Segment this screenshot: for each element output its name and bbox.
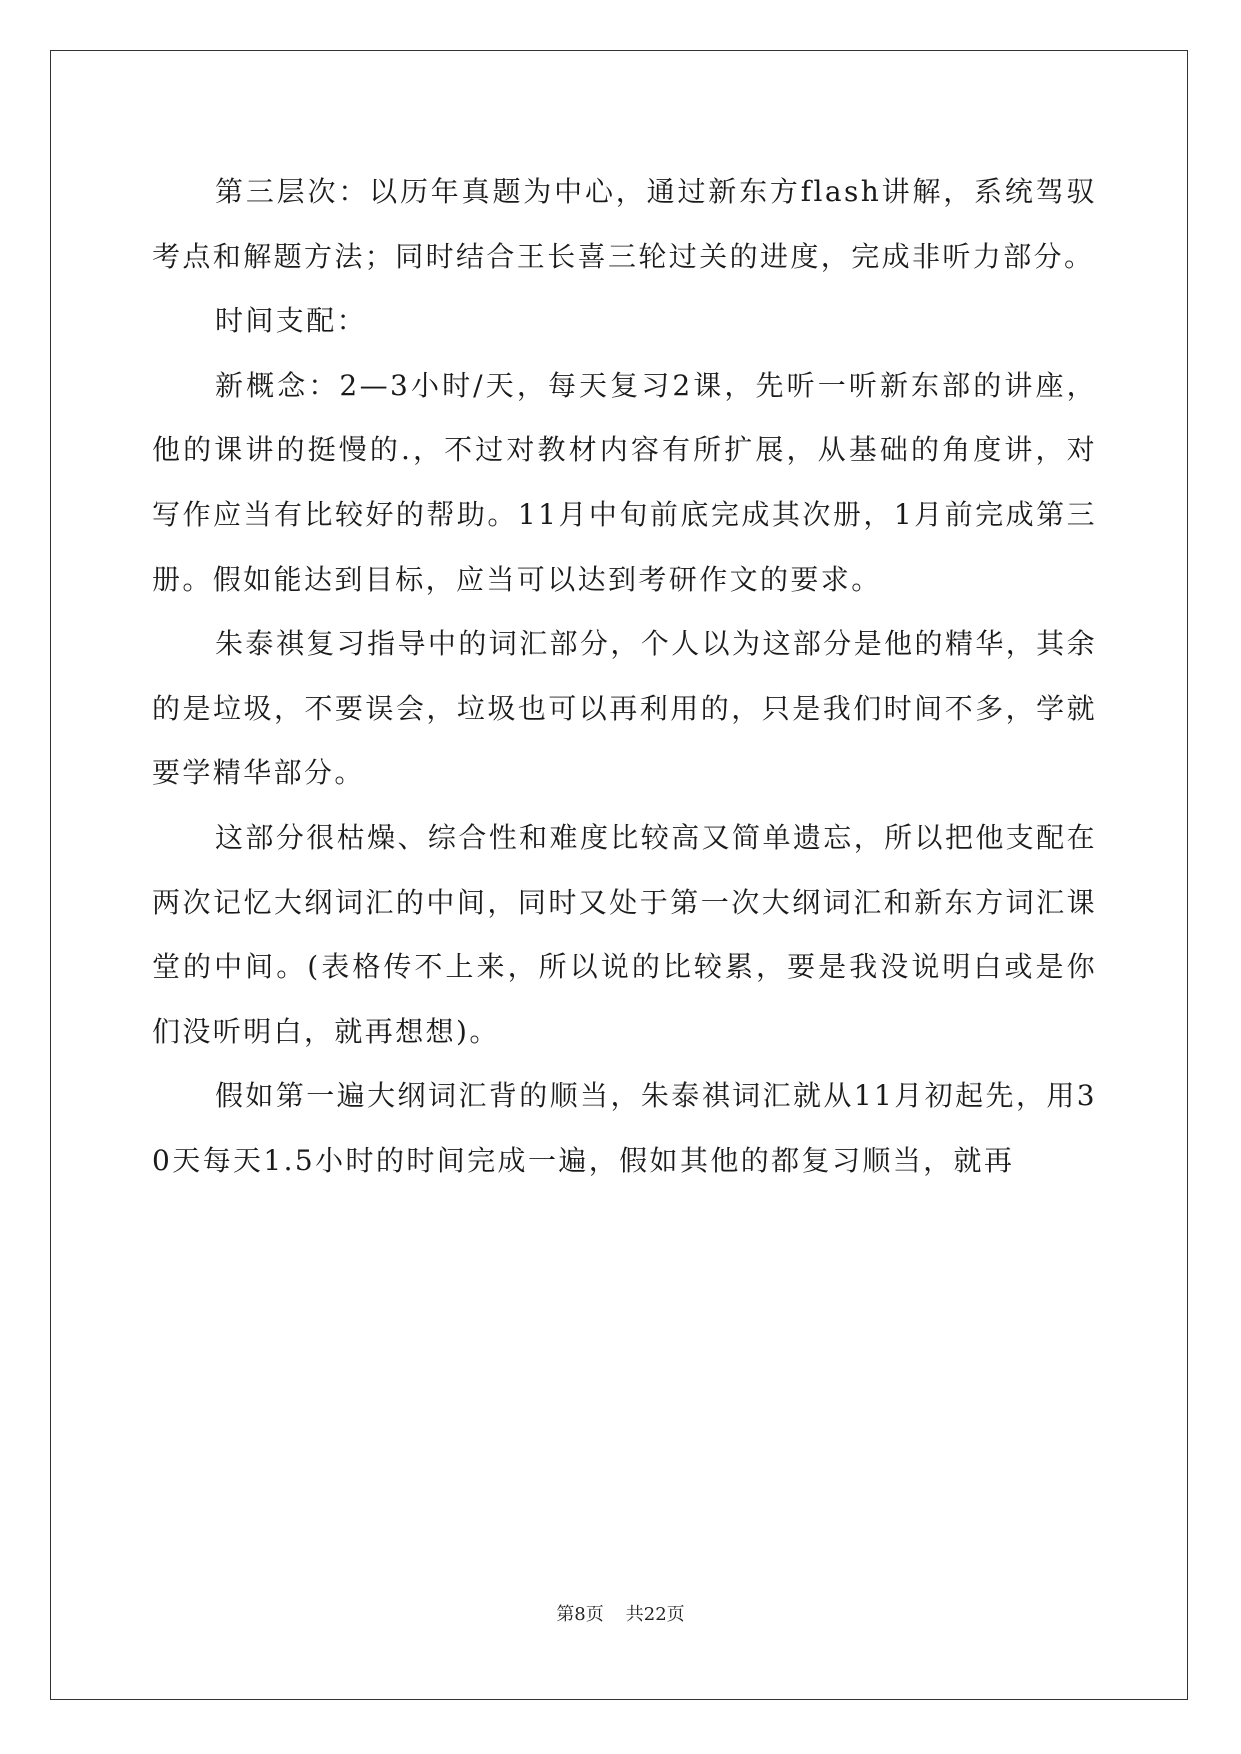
page-number: 第8页 [556, 1604, 604, 1625]
page-total: 共22页 [625, 1604, 685, 1625]
paragraph-first-pass: 假如第一遍大纲词汇背的顺当，朱泰祺词汇就从11月初起先，用30天每天1.5小时的时间完成一遍，假如其他的都复习顺当，就再 [152, 1079, 1097, 1177]
paragraph-new-concept: 新概念：2—3小时/天，每天复习2课，先听一听新东部的讲座，他的课讲的挺慢的.，不过对教材内容有所扩展，从基础的角度讲，对写作应当有比较好的帮助。11月中旬前底完成其次册，1月前完成第三册。假如能达到目标，应当可以达到考研作文的要求。 [152, 368, 1097, 596]
paragraph-vocab-section: 朱泰祺复习指导中的词汇部分，个人以为这部分是他的精华，其余的是垃圾，不要误会，垃圾也可以再利用的，只是我们时间不多，学就要学精华部分。 [152, 627, 1097, 790]
paragraph-level-three: 第三层次：以历年真题为中心，通过新东方flash讲解，系统驾驭考点和解题方法；同时结合王长喜三轮过关的进度，完成非听力部分。 [152, 175, 1097, 273]
paragraph-time-heading: 时间支配： [215, 304, 368, 338]
document-body [152, 160, 1097, 1194]
paragraph-vocab-schedule: 这部分很枯燥、综合性和难度比较高又简单遗忘，所以把他支配在两次记忆大纲词汇的中间，同时又处于第一次大纲词汇和新东方词汇课堂的中间。(表格传不上来，所以说的比较累，要是我没说明白或是你们没听明白，就再想想)。 [152, 820, 1097, 1048]
page-footer [0, 1603, 1241, 1627]
